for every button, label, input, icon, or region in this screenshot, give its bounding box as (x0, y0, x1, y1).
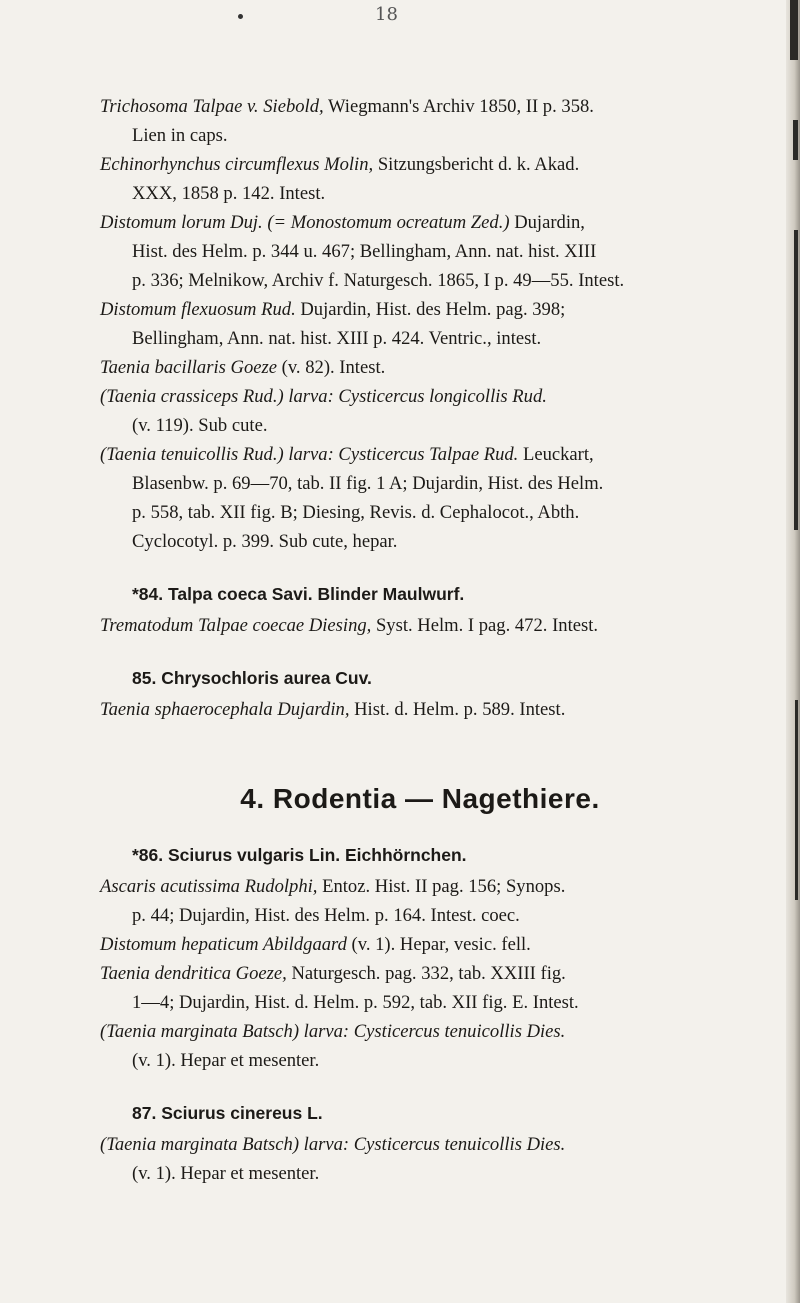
reference-text: Bellingham, Ann. nat. hist. XIII p. 424. Ventric., intest. (132, 328, 542, 349)
taxon-name: (Taenia tenuicollis Rud.) larva: Cysticercus Talpae Rud. (100, 444, 519, 465)
taxon-name: (Taenia marginata Batsch) larva: Cysticercus tenuicollis Dies. (100, 1021, 566, 1042)
reference-text: p. 558, tab. XII fig. B; Diesing, Revis. d. Cephalocot., Abth. (132, 502, 580, 523)
taxon-name: (Taenia marginata Batsch) larva: Cysticercus tenuicollis Dies. (100, 1134, 566, 1155)
text-line (100, 208, 780, 237)
taxon-name: Trematodum Talpae coecae Diesing, (100, 615, 372, 636)
text-line (100, 440, 780, 469)
entries-87 (100, 1130, 780, 1188)
taxon-name: Echinorhynchus circumflexus Molin, (100, 154, 374, 175)
text-line (100, 1046, 780, 1075)
entries-84 (100, 611, 780, 640)
section-heading: 4. Rodentia — Nagethiere. (240, 783, 600, 814)
text-line (100, 237, 780, 266)
text-line (100, 266, 780, 295)
species-heading-86: *86. Sciurus vulgaris Lin. Eichhörnchen. (132, 845, 467, 865)
taxon-name: Distomum lorum Duj. (= Monostomum ocreatum Zed.) (100, 212, 510, 233)
text-line (100, 1159, 780, 1188)
text-line (100, 959, 780, 988)
text-line (100, 353, 780, 382)
text-line (100, 527, 780, 556)
reference-text: p. 336; Melnikow, Archiv f. Naturgesch. 1865, I p. 49—55. Intest. (132, 270, 625, 291)
species-heading-87: 87. Sciurus cinereus L. (132, 1103, 323, 1123)
text-line (100, 382, 780, 411)
entries-talpa (100, 92, 780, 556)
text-line (100, 611, 780, 640)
reference-text: Hist. d. Helm. p. 589. Intest. (349, 699, 566, 720)
reference-text: Hist. des Helm. p. 344 u. 467; Bellingham, Ann. nat. hist. XIII (132, 241, 597, 262)
reference-text: Lien in caps. (132, 125, 228, 146)
print-dot (238, 14, 243, 19)
entries-86 (100, 872, 780, 1075)
reference-text: (v. 82). Intest. (277, 357, 386, 378)
taxon-name: Taenia sphaerocephala Dujardin, (100, 699, 350, 720)
reference-text: (v. 1). Hepar, vesic. fell. (346, 934, 531, 955)
reference-text: (v. 119). Sub cute. (132, 415, 268, 436)
text-line (100, 872, 780, 901)
reference-text: 1—4; Dujardin, Hist. d. Helm. p. 592, tab. XII fig. E. Intest. (132, 992, 579, 1013)
text-line (100, 150, 780, 179)
taxon-name: Ascaris acutissima Rudolphi, (100, 876, 318, 897)
reference-text: Dujardin, (509, 212, 585, 233)
taxon-name: Trichosoma Talpae v. Siebold, (100, 96, 324, 117)
text-line (100, 901, 780, 930)
taxon-name: Taenia dendritica Goeze, (100, 963, 287, 984)
text-line (100, 411, 780, 440)
text-line (100, 324, 780, 353)
page-number: 18 (375, 4, 398, 25)
reference-text: Naturgesch. pag. 332, tab. XXIII fig. (286, 963, 566, 984)
page-body (100, 92, 780, 1188)
species-heading-84: *84. Talpa coeca Savi. Blinder Maulwurf. (132, 584, 465, 604)
reference-text: Blasenbw. p. 69—70, tab. II fig. 1 A; Dujardin, Hist. des Helm. (132, 473, 604, 494)
entries-85 (100, 695, 780, 724)
text-line (100, 92, 780, 121)
species-heading-85: 85. Chrysochloris aurea Cuv. (132, 668, 372, 688)
reference-text: Sitzungsbericht d. k. Akad. (373, 154, 580, 175)
text-line (100, 930, 780, 959)
reference-text: (v. 1). Hepar et mesenter. (132, 1163, 320, 1184)
text-line (100, 121, 780, 150)
page-edge (786, 0, 800, 1303)
text-line (100, 1017, 780, 1046)
reference-text: Wiegmann's Archiv 1850, II p. 358. (323, 96, 594, 117)
reference-text: Dujardin, Hist. des Helm. pag. 398; (295, 299, 566, 320)
text-line (100, 498, 780, 527)
reference-text: (v. 1). Hepar et mesenter. (132, 1050, 320, 1071)
reference-text: p. 44; Dujardin, Hist. des Helm. p. 164. Intest. coec. (132, 905, 520, 926)
taxon-name: Taenia bacillaris Goeze (100, 357, 277, 378)
reference-text: Entoz. Hist. II pag. 156; Synops. (317, 876, 566, 897)
text-line (100, 295, 780, 324)
taxon-name: Distomum flexuosum Rud. (100, 299, 296, 320)
taxon-name: Distomum hepaticum Abildgaard (100, 934, 347, 955)
text-line (100, 988, 780, 1017)
text-line (100, 179, 780, 208)
taxon-name: (Taenia crassiceps Rud.) larva: Cysticercus longicollis Rud. (100, 386, 547, 407)
reference-text: Syst. Helm. I pag. 472. Intest. (371, 615, 599, 636)
reference-text: XXX, 1858 p. 142. Intest. (132, 183, 326, 204)
text-line (100, 695, 780, 724)
text-line (100, 1130, 780, 1159)
reference-text: Leuckart, (518, 444, 594, 465)
text-line (100, 469, 780, 498)
reference-text: Cyclocotyl. p. 399. Sub cute, hepar. (132, 531, 398, 552)
